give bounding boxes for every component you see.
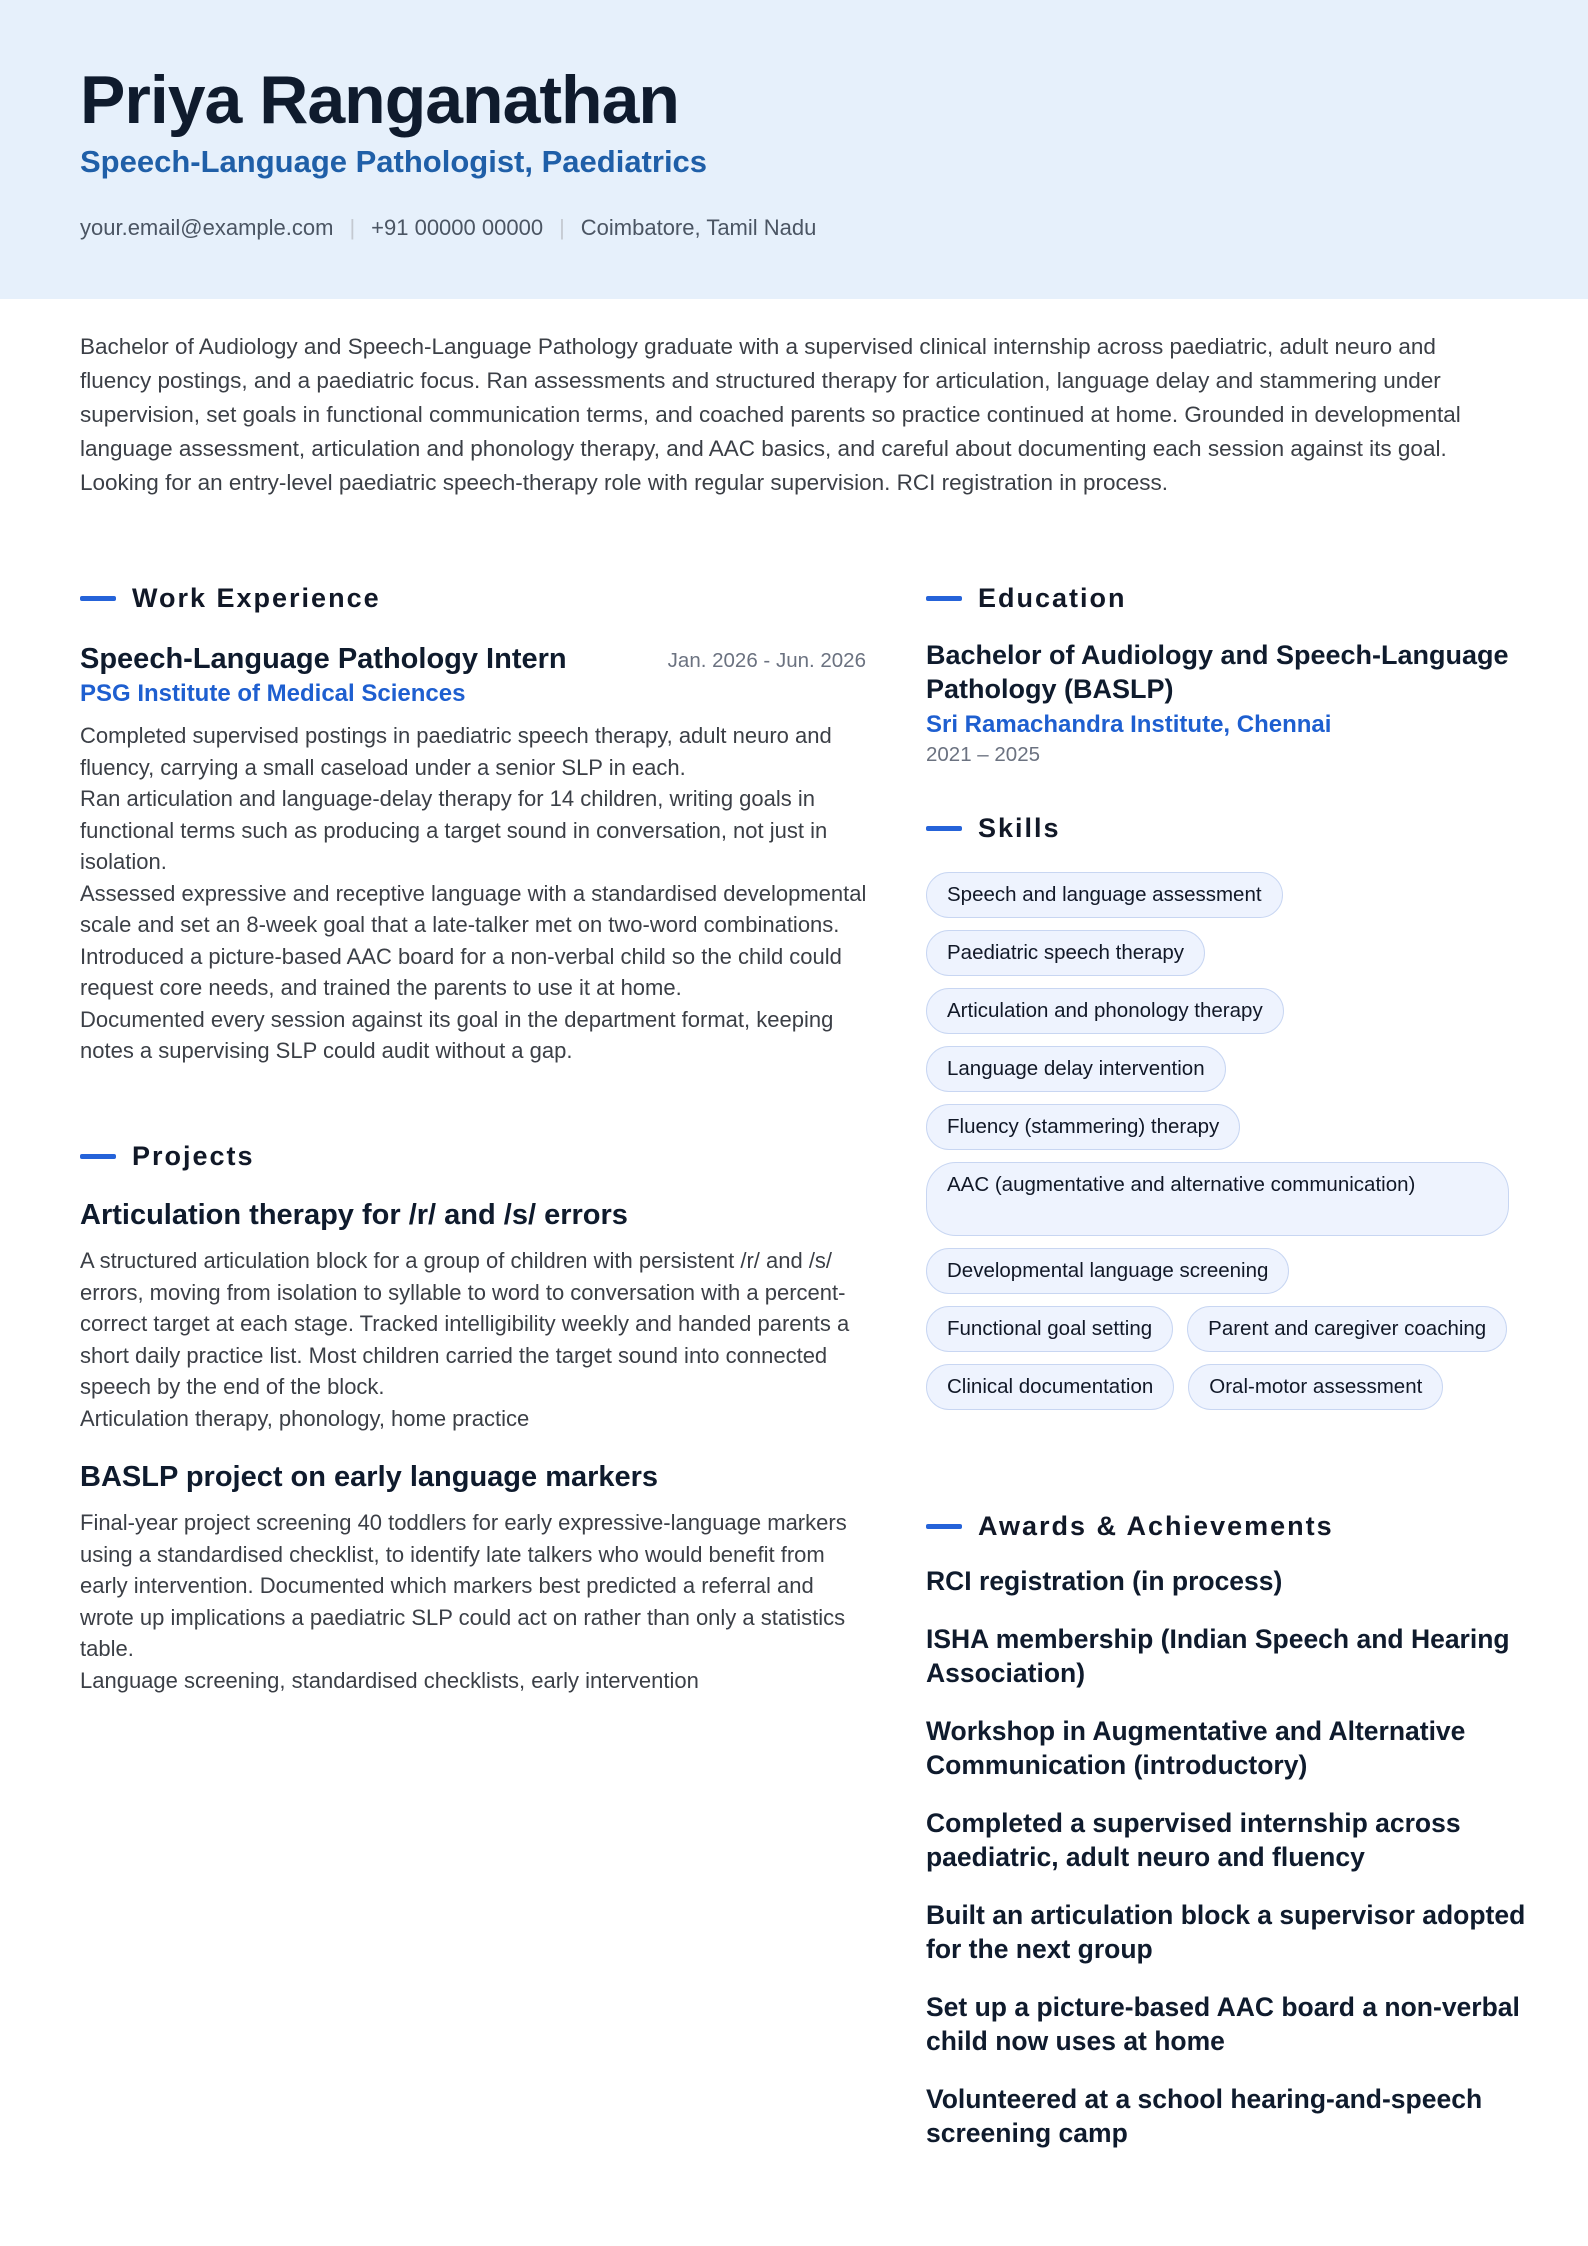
award-item: Workshop in Augmentative and Alternative Communication (introductory) — [926, 1716, 1466, 1780]
job-point: Documented every session against its goal in the department format, keeping notes a supervising SLP could audit without a gap. — [80, 1006, 834, 1063]
project-description: Final-year project screening 40 toddlers for early expressive-language markers using a standardised checklist, to identify late talkers who would benefit from early intervention. Documented which markers best predicted a referral and wrote up implications a paediatric SLP could act on rather than only a statistics table. — [80, 1510, 847, 1661]
section-accent-bar — [926, 826, 962, 831]
skill-chip: Speech and language assessment — [926, 872, 1283, 918]
project-title: Articulation therapy for /r/ and /s/ errors — [80, 1199, 628, 1231]
section-title-projects — [80, 1138, 255, 1174]
job-point: Assessed expressive and receptive language with a standardised developmental scale and set an 8-week goal that a late-talker met on two-word combinations. — [80, 880, 867, 937]
award-item: Built an articulation block a supervisor adopted for the next group — [926, 1900, 1526, 1964]
skill-chip: Clinical documentation — [926, 1364, 1174, 1410]
awards-list — [926, 1564, 1526, 2174]
project-body — [80, 1245, 870, 1434]
section-title-text: Work Experience — [132, 582, 381, 613]
section-title-text: Skills — [978, 812, 1061, 843]
award-item: RCI registration (in process) — [926, 1566, 1283, 1596]
award-item: Volunteered at a school hearing-and-speech screening camp — [926, 2084, 1483, 2148]
skill-chip: Paediatric speech therapy — [926, 930, 1205, 976]
job-point: Introduced a picture-based AAC board for a non-verbal child so the child could request core needs, and trained the parents to use it at home. — [80, 943, 842, 1000]
section-accent-bar — [926, 1524, 962, 1529]
candidate-name: Priya Ranganathan — [80, 62, 679, 138]
skill-chip: Oral-motor assessment — [1188, 1364, 1443, 1410]
project-tags: Articulation therapy, phonology, home practice — [80, 1405, 530, 1431]
skills-list — [926, 872, 1511, 1410]
job-description — [80, 720, 870, 1067]
project-body — [80, 1507, 870, 1696]
section-title-skills — [926, 810, 1061, 846]
skill-chip: Developmental language screening — [926, 1248, 1289, 1294]
skill-chip: Language delay intervention — [926, 1046, 1226, 1092]
project-description: A structured articulation block for a group of children with persistent /r/ and /s/ errors, moving from isolation to syllable to word to conversation with a percent-correct target at each stage. Tracked intelligibility weekly and handed parents a short daily practice list. Most children carried the target sound into connected speech by the end of the block. — [80, 1248, 850, 1399]
job-organization: PSG Institute of Medical Sciences — [80, 680, 466, 707]
contact-email[interactable]: your.email@example.com — [80, 215, 334, 240]
project-tags: Language screening, standardised checklists, early intervention — [80, 1667, 699, 1693]
headline: Speech-Language Pathologist, Paediatrics — [80, 144, 708, 179]
profile-summary: Bachelor of Audiology and Speech-Language Pathology graduate with a supervised clinical internship across paediatric, adult neuro and fluency postings, and a paediatric focus. Ran assessments and structured therapy for articulation, language delay and stammering under supervision, set goals in functional communication terms, and coached parents so practice continued at home. Grounded in developmental language assessment, articulation and phonology therapy, and AAC basics, and careful about documenting each session against its goal. Looking for an entry-level paediatric speech-therapy role with regular supervision. RCI registration in process. — [80, 334, 1461, 495]
section-title-text: Projects — [132, 1140, 255, 1171]
skill-chip: Articulation and phonology therapy — [926, 988, 1284, 1034]
job-point: Completed supervised postings in paediatric speech therapy, adult neuro and fluency, carrying a small caseload under a senior SLP in each. — [80, 723, 832, 780]
section-accent-bar — [926, 596, 962, 601]
job-point: Ran articulation and language-delay therapy for 14 children, writing goals in functional terms such as producing a target sound in conversation, not just in isolation. — [80, 786, 828, 874]
skill-chip: Parent and caregiver coaching — [1187, 1306, 1507, 1352]
section-accent-bar — [80, 596, 116, 601]
section-title-text: Education — [978, 582, 1127, 613]
contact-location: Coimbatore, Tamil Nadu — [580, 215, 817, 240]
section-title-education — [926, 580, 1127, 616]
award-item: ISHA membership (Indian Speech and Hearing Association) — [926, 1624, 1510, 1688]
section-accent-bar — [80, 1154, 116, 1159]
contact-separator: | — [349, 215, 356, 240]
project-title: BASLP project on early language markers — [80, 1461, 659, 1493]
contact-phone[interactable]: +91 00000 00000 — [371, 215, 544, 240]
job-title: Speech-Language Pathology Intern — [80, 643, 567, 675]
skill-chip: Functional goal setting — [926, 1306, 1173, 1352]
education-years: 2021 – 2025 — [926, 743, 1041, 766]
skill-chip: AAC (augmentative and alternative communication) — [926, 1162, 1509, 1236]
award-item: Completed a supervised internship across paediatric, adult neuro and fluency — [926, 1808, 1461, 1872]
education-degree: Bachelor of Audiology and Speech-Language Pathology (BASLP) — [926, 640, 1509, 704]
contact-line — [80, 212, 816, 244]
education-institution: Sri Ramachandra Institute, Chennai — [926, 711, 1332, 738]
section-title-text: Awards & Achievements — [978, 1510, 1334, 1541]
contact-separator: | — [559, 215, 565, 240]
section-title-work — [80, 580, 381, 616]
award-item: Set up a picture-based AAC board a non-verbal child now uses at home — [926, 1992, 1520, 2056]
section-title-awards — [926, 1508, 1334, 1544]
job-dates: Jan. 2026 - Jun. 2026 — [667, 649, 866, 672]
skill-chip: Fluency (stammering) therapy — [926, 1104, 1240, 1150]
header-band — [0, 0, 1588, 299]
